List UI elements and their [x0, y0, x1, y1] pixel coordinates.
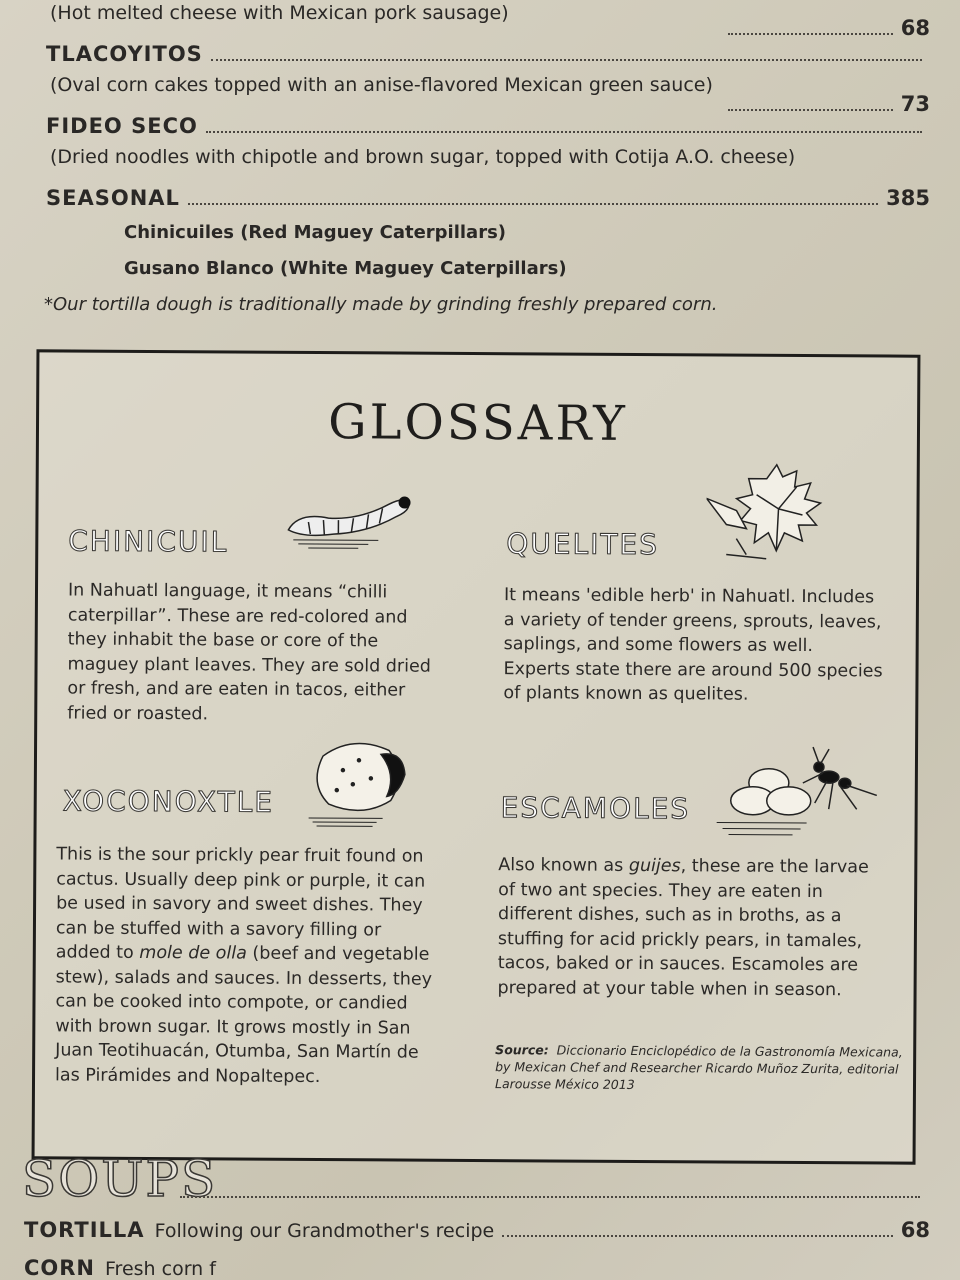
item-name: FIDEO SECO — [46, 114, 198, 138]
item-name: CORN — [24, 1256, 96, 1280]
definition-quelites: It means 'edible herb' in Nahuatl. Includes a variety of tender greens, sprouts, leaves, saplings, and some flowers as well. Experts state there are around 500 species of plants known as quelites. — [503, 585, 883, 705]
item-description: (Oval corn cakes topped with an anise-flavored Mexican green sauce) — [50, 74, 713, 96]
item-description: Fresh corn f — [105, 1258, 216, 1280]
glossary-source: Source: Diccionario Enciclopédico de la Gastronomía Mexicana, by Mexican Chef and Researcher Ricardo Muñoz Zurita, editorial Larousse México 2013 — [494, 1042, 903, 1092]
seasonal-subitem: Chinicuiles (Red Maguey Caterpillars) — [124, 222, 507, 243]
item-description: (Dried noodles with chipotle and brown sugar, topped with Cotija A.O. cheese) — [50, 146, 796, 168]
menu-row-corn — [24, 1256, 930, 1280]
term-quelites: QUELITES — [506, 527, 660, 562]
item-name: TLACOYITOS — [46, 42, 203, 66]
term-xoconoxtle: XOCONOXTLE — [62, 784, 275, 819]
leader-dots — [180, 1196, 920, 1198]
tortilla-note: *Our tortilla dough is traditionally made by grinding freshly prepared corn. — [44, 294, 718, 315]
menu-row-tortilla — [24, 1218, 930, 1243]
item-price: 68 — [900, 16, 930, 40]
leader-dots — [206, 131, 922, 133]
ant-larvae-icon — [716, 742, 887, 843]
item-description: Following our Grandmother's recipe — [154, 1220, 495, 1242]
item-price: 73 — [900, 92, 930, 116]
term-escamoles: ESCAMOLES — [500, 791, 691, 826]
leader-dots — [728, 33, 893, 35]
menu-row-fideo-seco — [46, 114, 930, 139]
item-price: 385 — [886, 186, 930, 210]
definition-chinicuil: In Nahuatl language, it means “chilli caterpillar”. These are red-colored and they inhabit the base or core of the maguey plant leaves. They are sold dried or fresh, and are eaten in tacos, either fried or roasted. — [67, 580, 431, 724]
item-description: (Hot melted cheese with Mexican pork sausage) — [50, 2, 509, 24]
item-price: 68 — [900, 1218, 930, 1242]
leader-dots — [188, 203, 878, 205]
menu-row-tlacoyitos — [46, 42, 930, 67]
seasonal-subitem: Gusano Blanco (White Maguey Caterpillars) — [124, 258, 567, 279]
section-title-soups: SOUPS — [22, 1150, 218, 1208]
leader-dots — [502, 1235, 893, 1237]
caterpillar-icon — [278, 482, 418, 553]
leader-dots — [728, 109, 893, 111]
glossary-box — [32, 349, 921, 1164]
menu-row-seasonal — [46, 186, 930, 211]
glossary-title: GLOSSARY — [328, 394, 628, 452]
menu-row-previous — [720, 16, 930, 41]
herb-leaf-icon — [706, 458, 847, 563]
prickly-pear-icon — [303, 734, 414, 835]
leader-dots — [211, 59, 922, 61]
item-name: TORTILLA — [24, 1218, 145, 1242]
item-name: SEASONAL — [46, 186, 180, 210]
term-chinicuil: CHINICUIL — [68, 524, 229, 559]
definition-escamoles: Also known as guijes, these are the larvae of two ant species. They are eaten in different dishes, such as in broths, as a stuffing for acid prickly pears, in tamales, tacos, baked or in sauces. Escamoles are prepared at your table when in season. — [497, 855, 869, 1000]
definition-xoconoxtle: This is the sour prickly pear fruit found on cactus. Usually deep pink or purple, it can be used in savory and sweet dishes. They can be stuffed with a savory filling or added to mole de olla (beef and vegetable stew), salads and sauces. In desserts, they can be cooked into compote, or candied with brown sugar. It grows mostly in San Juan Teotihuacán, Otumba, San Martín de las Pirámides and Nopaltepec. — [54, 844, 433, 1087]
